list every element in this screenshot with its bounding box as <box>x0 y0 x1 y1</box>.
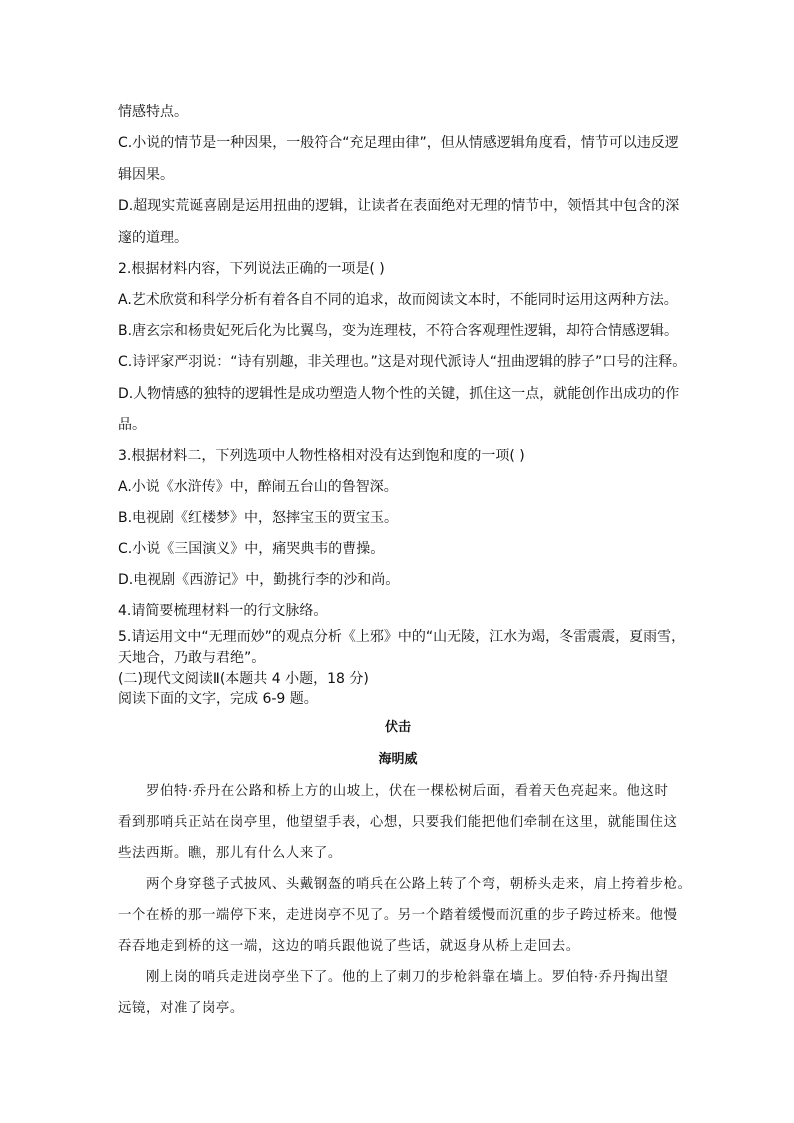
q1-option-c-line1: C.小说的情节是一种因果，一般符合“充足理由律”，但从情感逻辑角度看，情节可以违反逻 <box>118 135 679 151</box>
q1-option-d-line2: 邃的道理。 <box>118 230 188 246</box>
story-p2-line3: 吞吞地走到桥的这一端，这边的哨兵跟他说了些话，就返身从桥上走回去。 <box>118 939 580 954</box>
story-p3-line2: 远镜，对准了岗亭。 <box>118 1001 244 1016</box>
story-p2-line1: 两个身穿毯子式披风、头戴钢盔的哨兵在公路上转了个弯，朝桥头走来，肩上挎着步枪。 <box>146 877 692 892</box>
q4-stem: 4.请简要梳理材料一的行文脉络。 <box>118 603 328 619</box>
q1-tail-line: 情感特点。 <box>118 104 188 120</box>
story-title: 伏击 <box>384 720 411 735</box>
story-p1-line2: 看到那哨兵正站在岗亭里，他望望手表，心想，只要我们能把他们牵制在这里，就能围住这 <box>118 815 678 830</box>
q3-option-c: C.小说《三国演义》中，痛哭典韦的曹操。 <box>118 541 385 557</box>
q3-option-a: A.小说《水浒传》中，醉闹五台山的鲁智深。 <box>118 479 398 495</box>
story-p3-line1: 刚上岗的哨兵走进岗亭坐下了。他的上了刺刀的步枪斜靠在墙上。罗伯特·乔丹掏出望 <box>146 970 669 985</box>
q2-option-d-line2: 品。 <box>118 417 146 433</box>
q5-line1: 5.请运用文中“无理而妙”的观点分析《上邪》中的“山无陵，江水为竭，冬雷震震，夏雨雪， <box>118 629 686 645</box>
q1-option-c-line2: 辑因果。 <box>118 167 174 183</box>
section-instruction: 阅读下面的文字，完成 6-9 题。 <box>118 691 318 707</box>
story-author: 海明威 <box>378 752 418 767</box>
story-p2-line2: 一个在桥的那一端停下来，走进岗亭不见了。另一个踏着缓慢而沉重的步子跨过桥来。他慢 <box>118 908 678 923</box>
q1-option-d-line1: D.超现实荒诞喜剧是运用扭曲的逻辑，让读者在表面绝对无理的情节中，领悟其中包含的深 <box>118 198 680 214</box>
q3-option-b: B.电视剧《红楼梦》中，怒摔宝玉的贾宝玉。 <box>118 510 399 526</box>
q2-option-b: B.唐玄宗和杨贵妃死后化为比翼鸟，变为连理枝，不符合客观理性逻辑，却符合情感逻辑。 <box>118 323 679 339</box>
story-p1-line1: 罗伯特·乔丹在公路和桥上方的山坡上，伏在一棵松树后面，看着天色亮起来。他这时 <box>146 784 669 799</box>
q5-line2: 天地合，乃敢与君绝”。 <box>118 650 266 666</box>
section-heading: (二)现代文阅读Ⅱ(本题共 4 小题，18 分) <box>118 671 369 687</box>
q2-option-a: A.艺术欣赏和科学分析有着各自不同的追求，故而阅读文本时，不能同时运用这两种方法。 <box>118 292 678 308</box>
q3-option-d: D.电视剧《西游记》中，勤挑行李的沙和尚。 <box>118 572 400 588</box>
q2-stem: 2.根据材料内容，下列说法正确的一项是( ) <box>118 261 385 277</box>
q3-stem: 3.根据材料二，下列选项中人物性格相对没有达到饱和度的一项( ) <box>118 448 525 464</box>
q2-option-d-line1: D.人物情感的独特的逻辑性是成功塑造人物个性的关键，抓住这一点，就能创作出成功的作 <box>118 386 680 402</box>
q2-option-c: C.诗评家严羽说：“诗有别趣，非关理也。”这是对现代派诗人“扭曲逻辑的脖子”口号的注释。 <box>118 354 687 370</box>
story-p1-line3: 些法西斯。瞧，那儿有什么人来了。 <box>118 846 342 861</box>
